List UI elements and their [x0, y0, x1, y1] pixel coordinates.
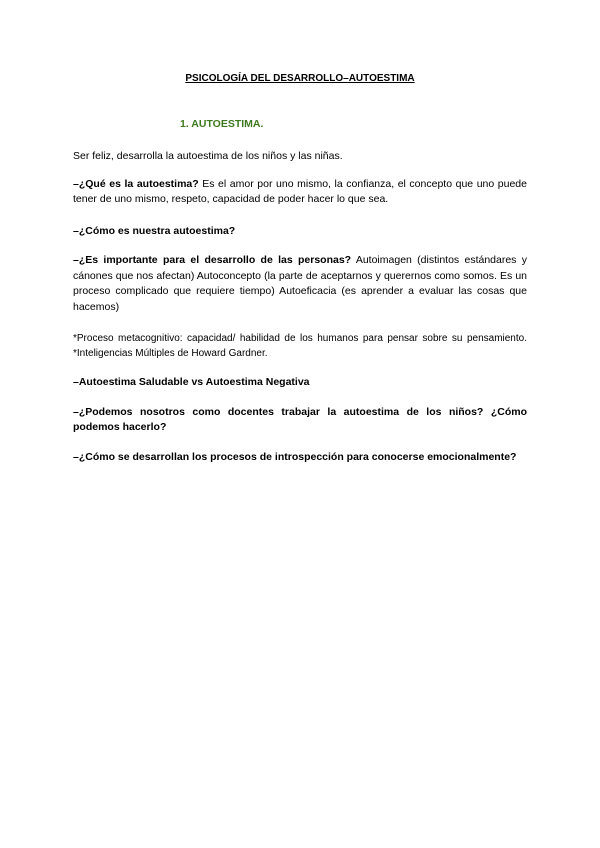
- question-label: –¿Cómo se desarrollan los procesos de introspección para conocerse emocionalmente?: [73, 450, 517, 463]
- intro-paragraph: Ser feliz, desarrolla la autoestima de los niños y las niñas.: [73, 150, 343, 162]
- question-label: –¿Cómo es nuestra autoestima?: [73, 224, 236, 237]
- question-label: –¿Qué es la autoestima?: [73, 177, 199, 190]
- question-label: –¿Es importante para el desarrollo de las personas?: [73, 254, 352, 266]
- section-heading: 1. AUTOESTIMA.: [180, 118, 264, 130]
- question-label: –Autoestima Saludable vs Autoestima Negativa: [73, 376, 310, 388]
- question-label: –¿Podemos nosotros como docentes trabajar la autoestima de los niños? ¿Cómo podemos hacerlo?: [73, 405, 527, 433]
- answer-text: Es el amor por uno mismo, la confianza, el concepto que uno puede tener de uno mismo, respeto, capacidad de poder hacer lo que sea.: [73, 177, 527, 205]
- question-introspection: [73, 450, 527, 466]
- question-importance: [73, 253, 527, 315]
- document-page: [73, 72, 527, 465]
- answer-text: Autoimagen (distintos estándares y cánones que nos afectan) Autoconcepto (la parte de aceptarnos y querernos como somos. Es un proceso complicado que requiere tiempo) Autoeficacia (es aprender a evaluar las cosas que hacemos): [73, 254, 527, 313]
- document-title: PSICOLOGÍA DEL DESARROLLO–AUTOESTIMA: [185, 73, 415, 84]
- question-how-is-self-esteem: [73, 224, 527, 240]
- question-teachers: [73, 405, 527, 436]
- question-what-is-self-esteem: [73, 177, 527, 208]
- footnote-paragraph: *Proceso metacognitivo: capacidad/ habilidad de los humanos para pensar sobre su pensamiento. *Inteligencias Múltiples de Howard Gardner.: [73, 333, 527, 359]
- question-healthy-vs-negative: [73, 375, 527, 391]
